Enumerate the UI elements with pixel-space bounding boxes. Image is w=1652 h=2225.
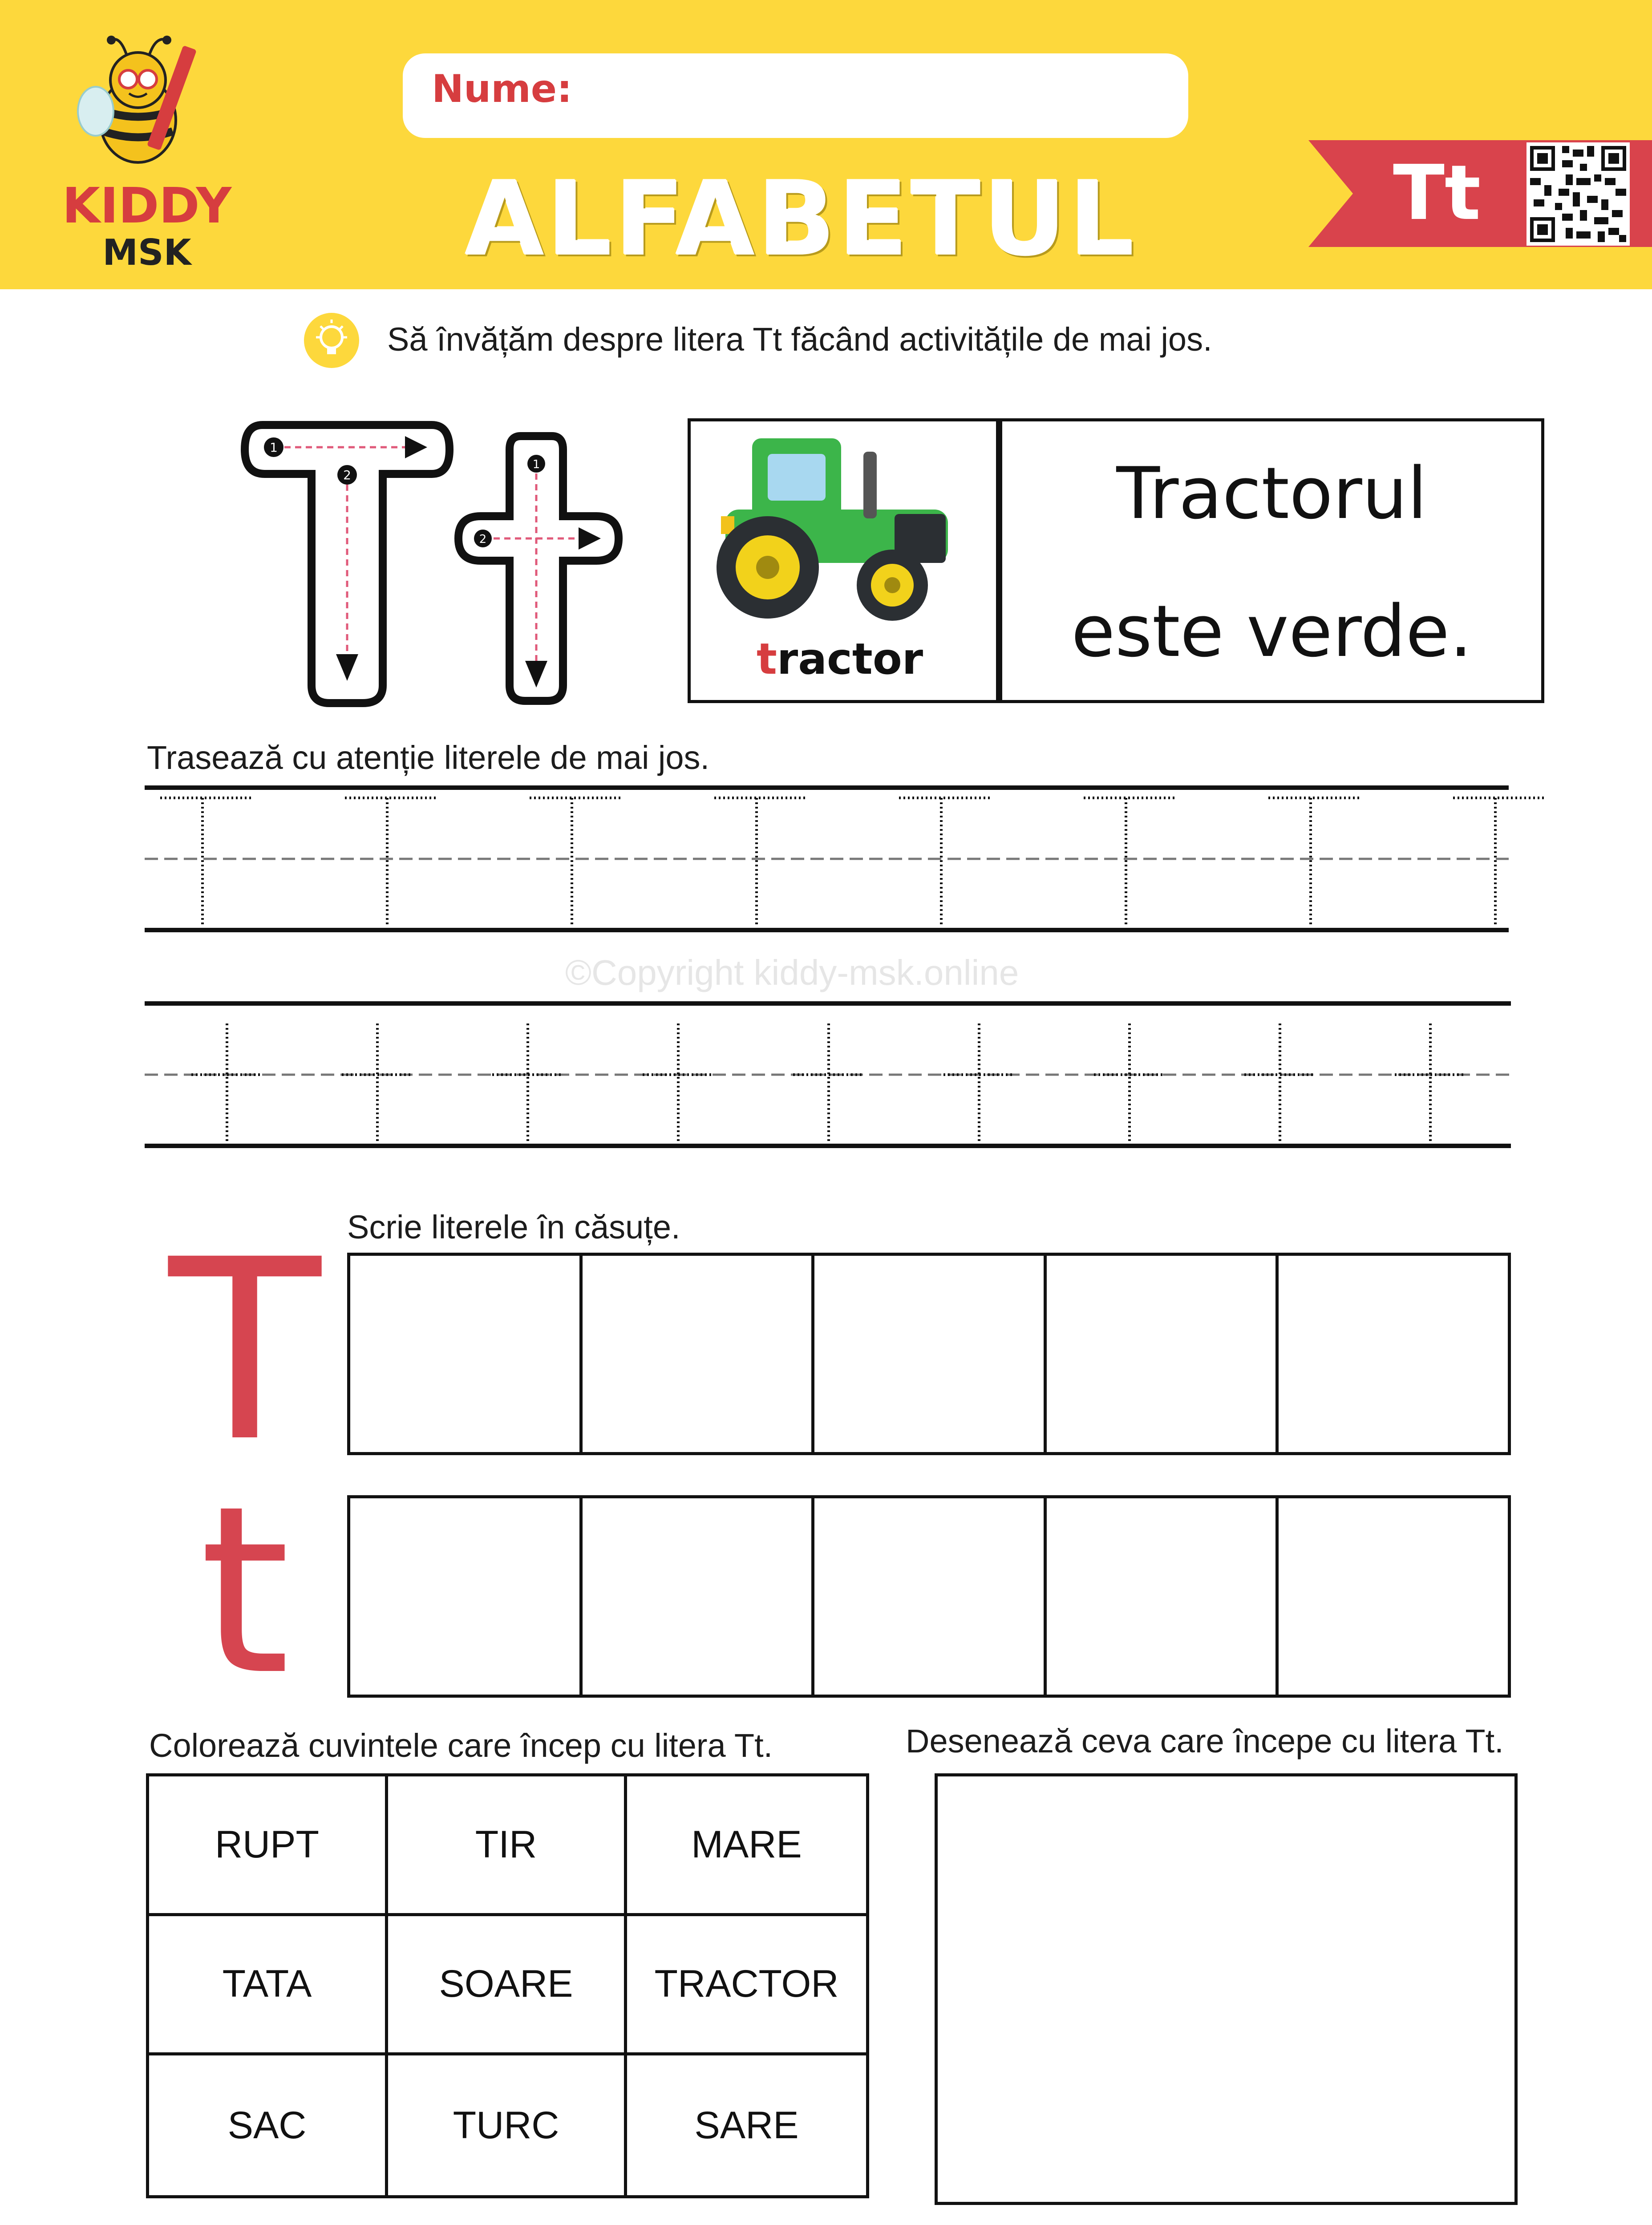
- draw-title: Desenează ceva care începe cu litera Tt.: [906, 1723, 1504, 1760]
- word-cell[interactable]: SAC: [149, 2055, 388, 2195]
- trace-title: Trasează cu atenție literele de mai jos.: [147, 739, 710, 776]
- color-words-title: Colorează cuvintele care încep cu litera Tt.: [149, 1727, 773, 1764]
- word-cell[interactable]: RUPT: [149, 1776, 388, 1916]
- boxes-title: Scrie literele în căsuțe.: [347, 1209, 680, 1246]
- copyright-watermark: ©Copyright kiddy-msk.online: [565, 953, 1019, 992]
- color-words-grid: [146, 1773, 869, 2198]
- kiddy-msk-logo: [53, 27, 240, 276]
- drawing-area[interactable]: [935, 1773, 1518, 2205]
- lowercase-t-red-text: t: [199, 1456, 290, 1726]
- word-cell[interactable]: TIR: [388, 1776, 627, 1916]
- uppercase-t-stroke-guide: [240, 418, 454, 708]
- word-cell[interactable]: TURC: [388, 2055, 627, 2195]
- uppercase-t-red: [168, 1206, 321, 1497]
- logo-text-kiddy: KIDDY: [62, 177, 232, 234]
- instruction-text: Să învățăm despre litera Tt făcând activitățile de mai jos.: [387, 321, 1212, 358]
- lowercase-tracing-lines: [145, 997, 1515, 1157]
- sentence-line-2: este verde.: [1071, 590, 1472, 673]
- tractor-illustration: [708, 434, 966, 621]
- word-cell[interactable]: SARE: [694, 2104, 799, 2147]
- lightbulb-icon: [303, 312, 360, 369]
- sentence-line-1: Tractorul: [1116, 452, 1427, 535]
- word-cell[interactable]: TRACTOR: [627, 1916, 866, 2056]
- svg-text:1: 1: [270, 440, 278, 455]
- word-cell[interactable]: SOARE: [388, 1916, 627, 2056]
- writing-box[interactable]: [1279, 1498, 1508, 1695]
- writing-box[interactable]: [583, 1498, 815, 1695]
- writing-box[interactable]: [583, 1256, 815, 1452]
- letter-badge: Tt: [1393, 149, 1481, 237]
- svg-text:1: 1: [532, 458, 540, 471]
- uppercase-t-red-text: T: [168, 1206, 321, 1497]
- logo-text-msk: MSK: [102, 232, 191, 273]
- tractor-label-first-letter: t: [757, 634, 777, 684]
- word-cell[interactable]: TATA: [149, 1916, 388, 2056]
- writing-box[interactable]: [814, 1498, 1047, 1695]
- name-label: Nume:: [432, 67, 572, 111]
- lowercase-t-stroke-guide: [449, 432, 628, 708]
- uppercase-writing-boxes: [347, 1253, 1511, 1455]
- lowercase-writing-boxes: [347, 1495, 1511, 1698]
- lowercase-t-red: [196, 1456, 294, 1726]
- writing-box[interactable]: [1047, 1256, 1279, 1452]
- tractor-label-rest: ractor: [777, 634, 923, 684]
- qr-code-icon: [1526, 142, 1630, 246]
- writing-box[interactable]: [350, 1498, 583, 1695]
- word-cell[interactable]: MARE: [627, 1776, 866, 1916]
- uppercase-tracing-lines: [145, 783, 1547, 939]
- page-title: ALFABETUL: [465, 160, 1137, 279]
- writing-box[interactable]: [814, 1256, 1047, 1452]
- svg-text:2: 2: [479, 533, 487, 546]
- writing-box[interactable]: [1047, 1498, 1279, 1695]
- writing-box[interactable]: [350, 1256, 583, 1452]
- svg-text:2: 2: [343, 468, 351, 482]
- writing-box[interactable]: [1279, 1256, 1508, 1452]
- tractor-label: [757, 634, 923, 684]
